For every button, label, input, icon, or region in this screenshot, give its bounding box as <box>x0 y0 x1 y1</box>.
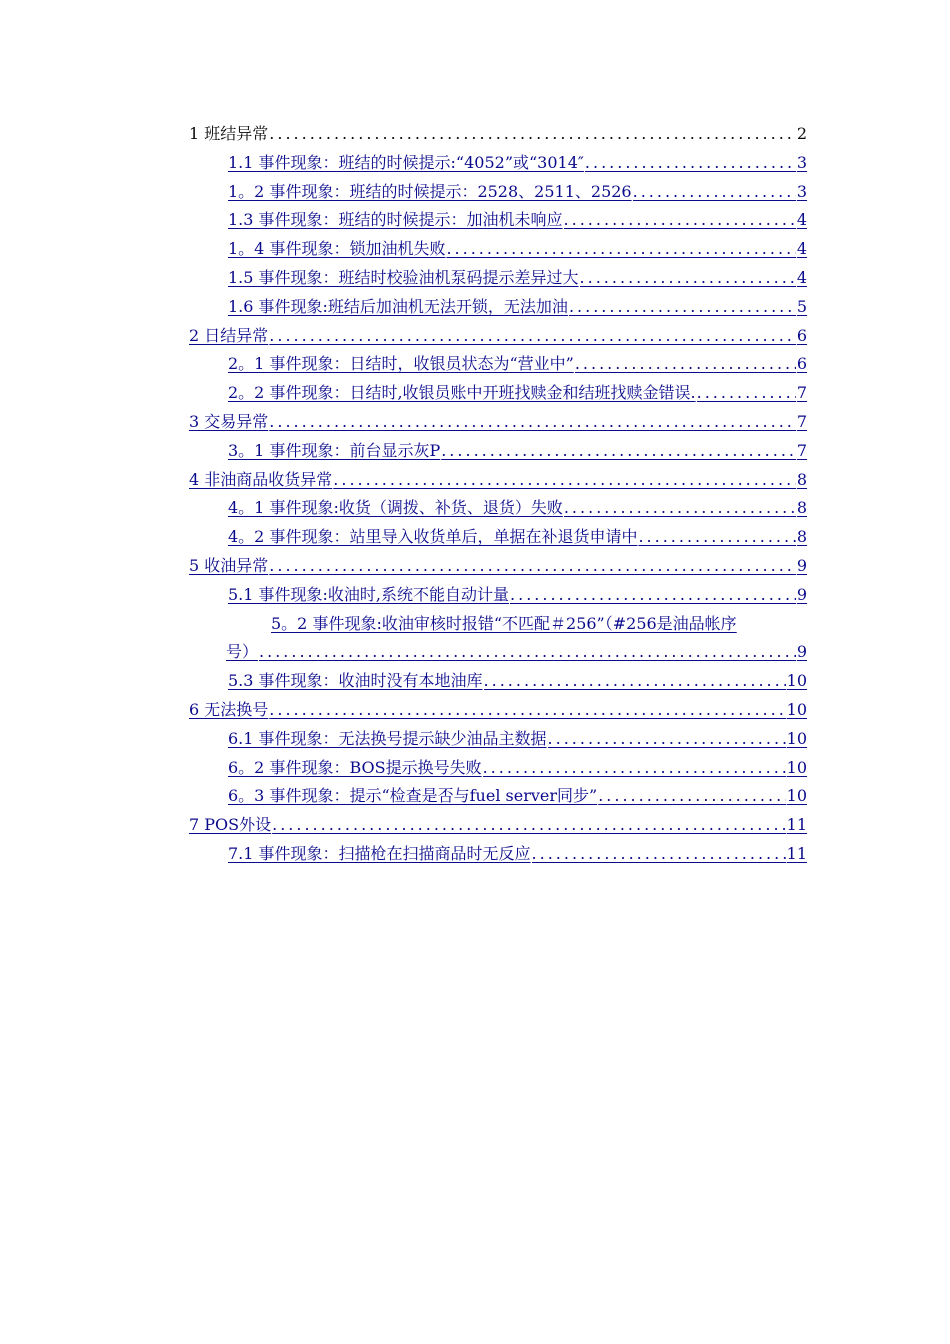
toc-entry-title: 3。1 事件现象：前台显示灰P <box>228 440 441 460</box>
toc-page-number: 7 <box>796 440 807 460</box>
dot-leader <box>548 725 786 754</box>
dot-leader <box>272 811 786 840</box>
dot-leader <box>532 840 786 869</box>
dot-leader <box>269 552 796 581</box>
toc-entry[interactable] <box>185 408 807 437</box>
dot-leader <box>269 120 796 149</box>
dot-leader <box>446 235 795 264</box>
toc-page-number: 11 <box>786 843 807 863</box>
dot-leader <box>269 408 796 437</box>
toc-entry[interactable] <box>185 667 807 696</box>
toc-page-number: 6 <box>796 325 807 345</box>
toc-entry-title: 7 POS外设 <box>189 815 272 835</box>
toc-page-number: 9 <box>796 555 807 575</box>
toc-entry[interactable] <box>185 552 807 581</box>
toc-entry[interactable] <box>185 811 807 840</box>
toc-entry-title: 5。2 事件现象:收油审核时报错“不匹配＃256”（#256是油品帐序 <box>271 613 737 633</box>
toc-entry[interactable] <box>185 725 807 754</box>
toc-entry[interactable] <box>185 264 807 293</box>
toc-entry-title: 1.1 事件现象：班结的时候提示:“4052”或“3014″ <box>228 152 584 172</box>
toc-entry-title: 2。1 事件现象：日结时，收银员状态为“营业中” <box>228 354 574 374</box>
dot-leader <box>697 379 796 408</box>
dot-leader <box>564 206 796 235</box>
toc-page-number: 5 <box>796 296 807 316</box>
dot-leader <box>564 494 796 523</box>
dot-leader <box>598 782 785 811</box>
dot-leader <box>510 581 796 610</box>
toc-entry-title: 2 日结异常 <box>189 325 269 345</box>
toc-page-number: 4 <box>796 239 807 259</box>
toc-page-number: 10 <box>786 728 807 748</box>
toc-entry[interactable] <box>185 178 807 207</box>
toc-entry-title: 4。2 事件现象：站里导入收货单后，单据在补退货申请中 <box>228 527 638 547</box>
toc-entry[interactable] <box>185 840 807 869</box>
dot-leader <box>269 696 785 725</box>
toc-page-number: 3 <box>796 181 807 201</box>
toc-entry[interactable] <box>185 350 807 379</box>
dot-leader <box>580 264 796 293</box>
toc-entry-title: 6.1 事件现象：无法换号提示缺少油品主数据 <box>228 728 547 748</box>
dot-leader <box>585 149 796 178</box>
toc-entry-title: 2。2 事件现象：日结时,收银员账中开班找赎金和结班找赎金错误. <box>228 383 696 403</box>
toc-page-number: 11 <box>786 815 807 835</box>
toc-page-number: 7 <box>796 383 807 403</box>
toc-entry-title: 7.1 事件现象：扫描枪在扫描商品时无反应 <box>228 843 531 863</box>
dot-leader <box>269 322 796 351</box>
toc-entry-title-continued: 号） <box>226 642 259 662</box>
toc-page-number: 9 <box>796 642 807 662</box>
toc-entry[interactable] <box>185 206 807 235</box>
toc-entry[interactable] <box>185 322 807 351</box>
toc-entry[interactable] <box>185 494 807 523</box>
toc-entry[interactable] <box>185 523 807 552</box>
toc-entry[interactable] <box>185 120 807 149</box>
toc-page-number: 7 <box>796 411 807 431</box>
toc-entry[interactable] <box>185 782 807 811</box>
toc-entry[interactable] <box>185 610 807 668</box>
table-of-contents <box>185 120 807 869</box>
toc-entry-title: 6 无法换号 <box>189 699 269 719</box>
toc-entry-title: 5.3 事件现象：收油时没有本地油库 <box>228 671 483 691</box>
toc-entry[interactable] <box>185 754 807 783</box>
toc-entry-title: 6。3 事件现象：提示“检查是否与fuel server同步” <box>228 786 598 806</box>
dot-leader <box>441 437 796 466</box>
dot-leader <box>259 638 796 667</box>
toc-page-number: 10 <box>786 757 807 777</box>
toc-entry-title: 3 交易异常 <box>189 411 269 431</box>
toc-entry-title: 1 班结异常 <box>189 124 269 143</box>
toc-entry-title: 6。2 事件现象：BOS提示换号失败 <box>228 757 482 777</box>
toc-entry[interactable] <box>185 581 807 610</box>
toc-page-number: 4 <box>796 210 807 230</box>
toc-page-number: 9 <box>796 584 807 604</box>
toc-page-number: 8 <box>796 469 807 489</box>
toc-page-number: 10 <box>786 671 807 691</box>
toc-page-number: 8 <box>796 498 807 518</box>
toc-page-number: 10 <box>786 699 807 719</box>
toc-entry-title: 1.5 事件现象：班结时校验油机泵码提示差异过大 <box>228 267 579 287</box>
toc-entry-title: 5.1 事件现象:收油时,系统不能自动计量 <box>228 584 510 604</box>
toc-page-number: 3 <box>796 152 807 172</box>
toc-page-number: 2 <box>796 124 807 143</box>
dot-leader <box>483 754 786 783</box>
dot-leader <box>575 350 796 379</box>
toc-page-number: 8 <box>796 527 807 547</box>
dot-leader <box>333 466 796 495</box>
toc-page-number: 10 <box>786 786 807 806</box>
dot-leader <box>484 667 786 696</box>
dot-leader <box>569 293 796 322</box>
toc-entry[interactable] <box>185 437 807 466</box>
toc-entry-title: 1.6 事件现象:班结后加油机无法开锁，无法加油 <box>228 296 568 316</box>
toc-entry[interactable] <box>185 235 807 264</box>
toc-entry[interactable] <box>185 149 807 178</box>
toc-entry[interactable] <box>185 696 807 725</box>
toc-entry[interactable] <box>185 466 807 495</box>
dot-leader <box>638 523 795 552</box>
toc-page-number: 6 <box>796 354 807 374</box>
toc-entry-title: 5 收油异常 <box>189 555 269 575</box>
toc-page-number: 4 <box>796 267 807 287</box>
toc-entry-title: 4 非油商品收货异常 <box>189 469 333 489</box>
toc-entry[interactable] <box>185 293 807 322</box>
toc-entry-title: 1。4 事件现象：锁加油机失败 <box>228 239 446 259</box>
dot-leader <box>633 178 796 207</box>
toc-entry-title: 4。1 事件现象:收货（调拨、补货、退货）失败 <box>228 498 563 518</box>
toc-entry-title: 1。2 事件现象：班结的时候提示：2528、2511、2526 <box>228 181 632 201</box>
toc-entry[interactable] <box>185 379 807 408</box>
toc-entry-title: 1.3 事件现象：班结的时候提示：加油机未响应 <box>228 210 563 230</box>
